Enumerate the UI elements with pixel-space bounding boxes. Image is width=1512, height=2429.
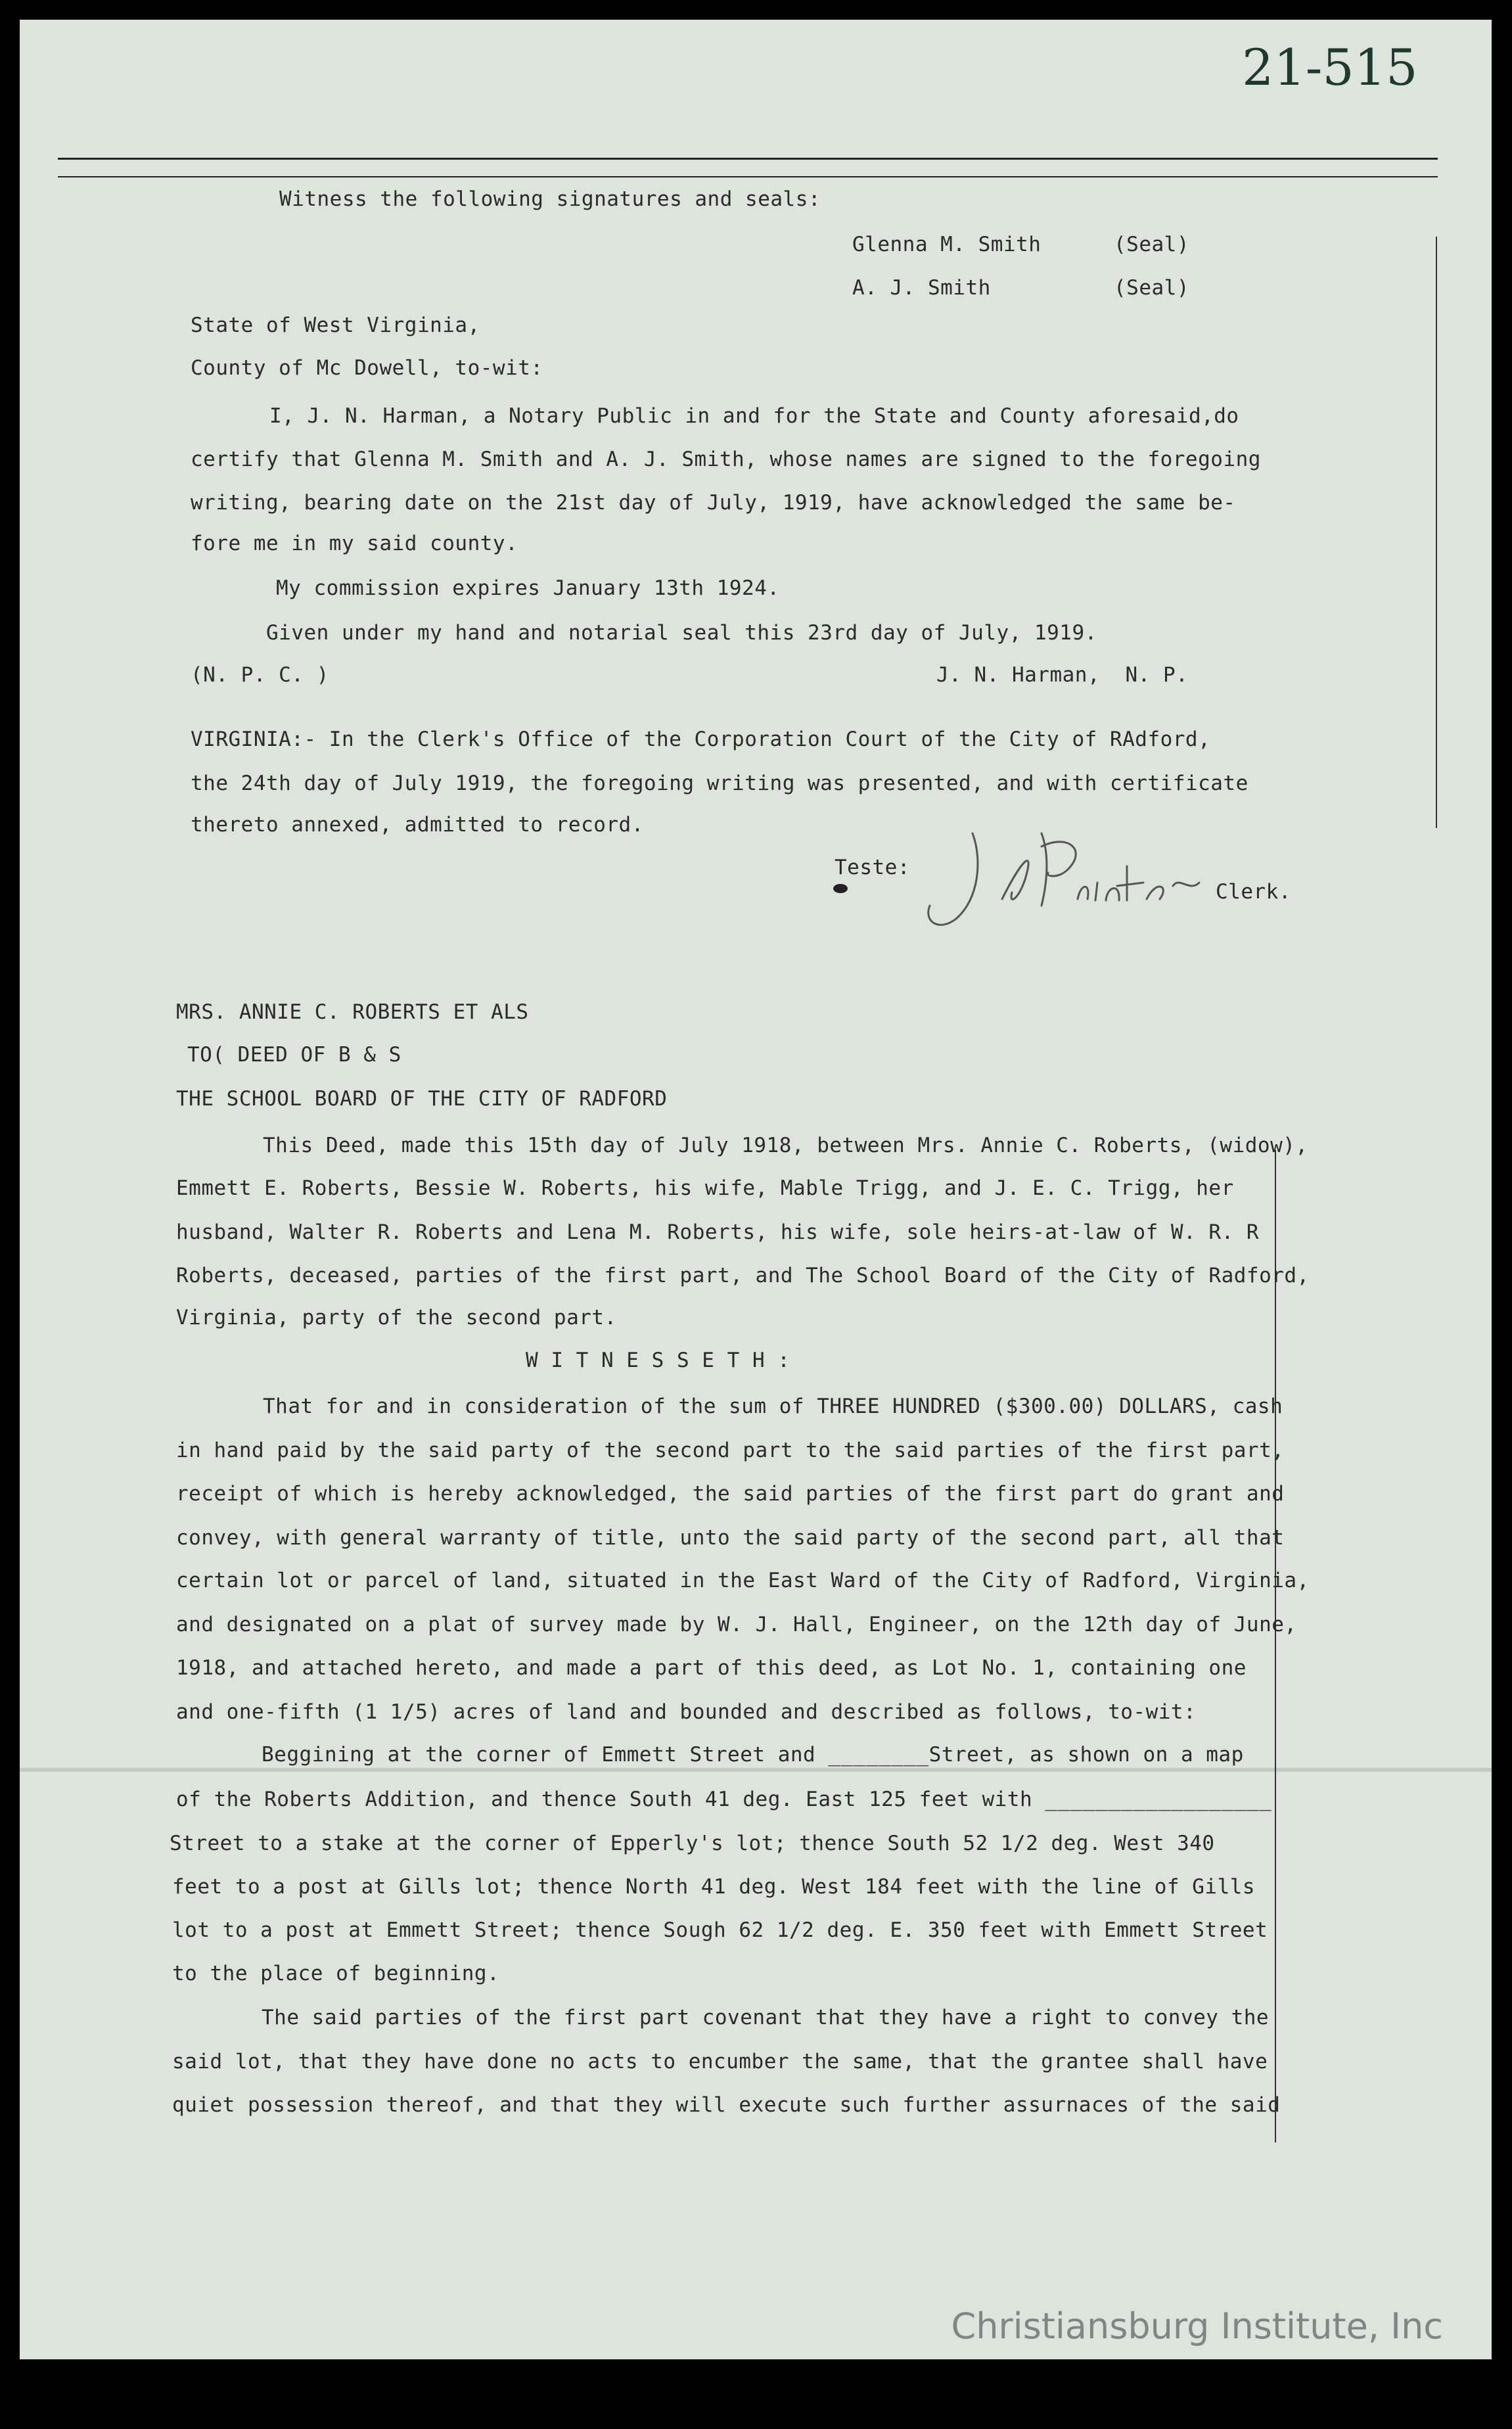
deed-p3-line-3: Street to a stake at the corner of Epperly's lot; thence South 52 1/2 deg. West 340 bbox=[170, 1832, 1215, 1855]
deed-p2-line-1: That for and in consideration of the sum of THREE HUNDRED ($300.00) DOLLARS, cash bbox=[263, 1395, 1283, 1418]
deed-p4-line-2: said lot, that they have done no acts to encumber the same, that the grantee shall have bbox=[172, 2050, 1268, 2073]
watermark: Christiansburg Institute, Inc bbox=[951, 2305, 1443, 2347]
commission-line: My commission expires January 13th 1924. bbox=[276, 576, 780, 600]
ink-blot bbox=[833, 884, 848, 893]
deed-p2-line-3: receipt of which is hereby acknowledged, the said parties of the first part do grant and bbox=[176, 1482, 1285, 1506]
seal-2: (Seal) bbox=[1114, 276, 1189, 300]
signer-2: A. J. Smith bbox=[852, 276, 991, 300]
deed-p1-line-2: Emmett E. Roberts, Bessie W. Roberts, his wife, Mable Trigg, and J. E. C. Trigg, her bbox=[176, 1176, 1234, 1200]
signer-1: Glenna M. Smith bbox=[852, 233, 1042, 256]
teste-label: Teste: bbox=[835, 856, 910, 879]
top-rule-2 bbox=[58, 176, 1438, 177]
deed-p4-line-1: The said parties of the first part covenant that they have a right to convey the bbox=[262, 2006, 1270, 2029]
deed-p3-line-6: to the place of beginning. bbox=[172, 1962, 500, 1985]
deed-p2-line-6: and designated on a plat of survey made by W. J. Hall, Engineer, on the 12th day of June, bbox=[176, 1613, 1297, 1636]
deed-p2-line-2: in hand paid by the said party of the second part to the said parties of the first part, bbox=[176, 1439, 1285, 1462]
deed-p1-line-5: Virginia, party of the second part. bbox=[176, 1306, 617, 1330]
clerk-line-2: the 24th day of July 1919, the foregoing writing was presented, and with certificate bbox=[191, 772, 1249, 795]
deed-p1-line-4: Roberts, deceased, parties of the first part, and The School Board of the City of Radford, bbox=[176, 1264, 1310, 1287]
county-line: County of Mc Dowell, to-wit: bbox=[191, 356, 543, 380]
deed-p1-line-3: husband, Walter R. Roberts and Lena M. Roberts, his wife, sole heirs-at-law of W. R. R bbox=[176, 1220, 1260, 1244]
deed-p3-line-4: feet to a post at Gills lot; thence North 41 deg. West 184 feet with the line of Gills bbox=[172, 1875, 1256, 1899]
ack-line-2: certify that Glenna M. Smith and A. J. Smith, whose names are signed to the foregoing bbox=[191, 448, 1261, 471]
npc-line: (N. P. C. ) bbox=[191, 663, 329, 687]
witness-intro: Witness the following signatures and seals: bbox=[279, 187, 821, 211]
ack-line-4: fore me in my said county. bbox=[191, 532, 518, 555]
deed-p2-line-5: certain lot or parcel of land, situated in the East Ward of the City of Radford, Virginia, bbox=[176, 1569, 1310, 1592]
deed-p3-line-1: Beggining at the corner of Emmett Street and ________Street, as shown on a map bbox=[262, 1743, 1244, 1767]
deed-p3-line-5: lot to a post at Emmett Street; thence Sough 62 1/2 deg. E. 350 feet with Emmett Street bbox=[172, 1918, 1268, 1942]
page-number: 21-515 bbox=[1242, 38, 1418, 97]
clerk-title: Clerk. bbox=[1216, 880, 1291, 904]
ack-line-1: I, J. N. Harman, a Notary Public in and for the State and County aforesaid,do bbox=[269, 404, 1239, 428]
deed-p2-line-7: 1918, and attached hereto, and made a part of this deed, as Lot No. 1, containing one bbox=[176, 1656, 1247, 1680]
paper-fold bbox=[20, 1768, 1492, 1772]
deed-p1-line-1: This Deed, made this 15th day of July 1918, between Mrs. Annie C. Roberts, (widow), bbox=[263, 1134, 1308, 1157]
deed-p2-line-8: and one-fifth (1 1/5) acres of land and bounded and described as follows, to-wit: bbox=[176, 1700, 1197, 1724]
ack-line-3: writing, bearing date on the 21st day of July, 1919, have acknowledged the same be- bbox=[191, 491, 1236, 515]
deed-p2-line-4: convey, with general warranty of title, unto the said party of the second part, all that bbox=[176, 1526, 1285, 1550]
witnesseth-heading: W I T N E S S E T H : bbox=[526, 1349, 790, 1372]
given-line: Given under my hand and notarial seal this 23rd day of July, 1919. bbox=[266, 621, 1097, 645]
right-margin-line bbox=[1436, 237, 1437, 828]
clerk-line-1: VIRGINIA:- In the Clerk's Office of the Corporation Court of the City of RAdford, bbox=[191, 728, 1211, 751]
deed-header-type: TO( DEED OF B & S bbox=[187, 1043, 401, 1067]
clerk-line-3: thereto annexed, admitted to record. bbox=[191, 813, 644, 837]
notary-signature: J. N. Harman, N. P. bbox=[936, 663, 1189, 687]
seal-1: (Seal) bbox=[1114, 233, 1189, 256]
deed-header-grantor: MRS. ANNIE C. ROBERTS ET ALS bbox=[176, 1000, 529, 1024]
deed-header-grantee: THE SCHOOL BOARD OF THE CITY OF RADFORD bbox=[176, 1087, 668, 1111]
deed-p3-line-2: of the Roberts Addition, and thence South 41 deg. East 125 feet with __________________ bbox=[176, 1788, 1272, 1811]
deed-p4-line-3: quiet possession thereof, and that they will execute such further assurnaces of the said bbox=[172, 2093, 1281, 2117]
right-margin-line-lower bbox=[1275, 1150, 1276, 2142]
top-rule-1 bbox=[58, 158, 1438, 160]
state-line: State of West Virginia, bbox=[191, 313, 480, 337]
clerk-signature bbox=[910, 820, 1212, 938]
